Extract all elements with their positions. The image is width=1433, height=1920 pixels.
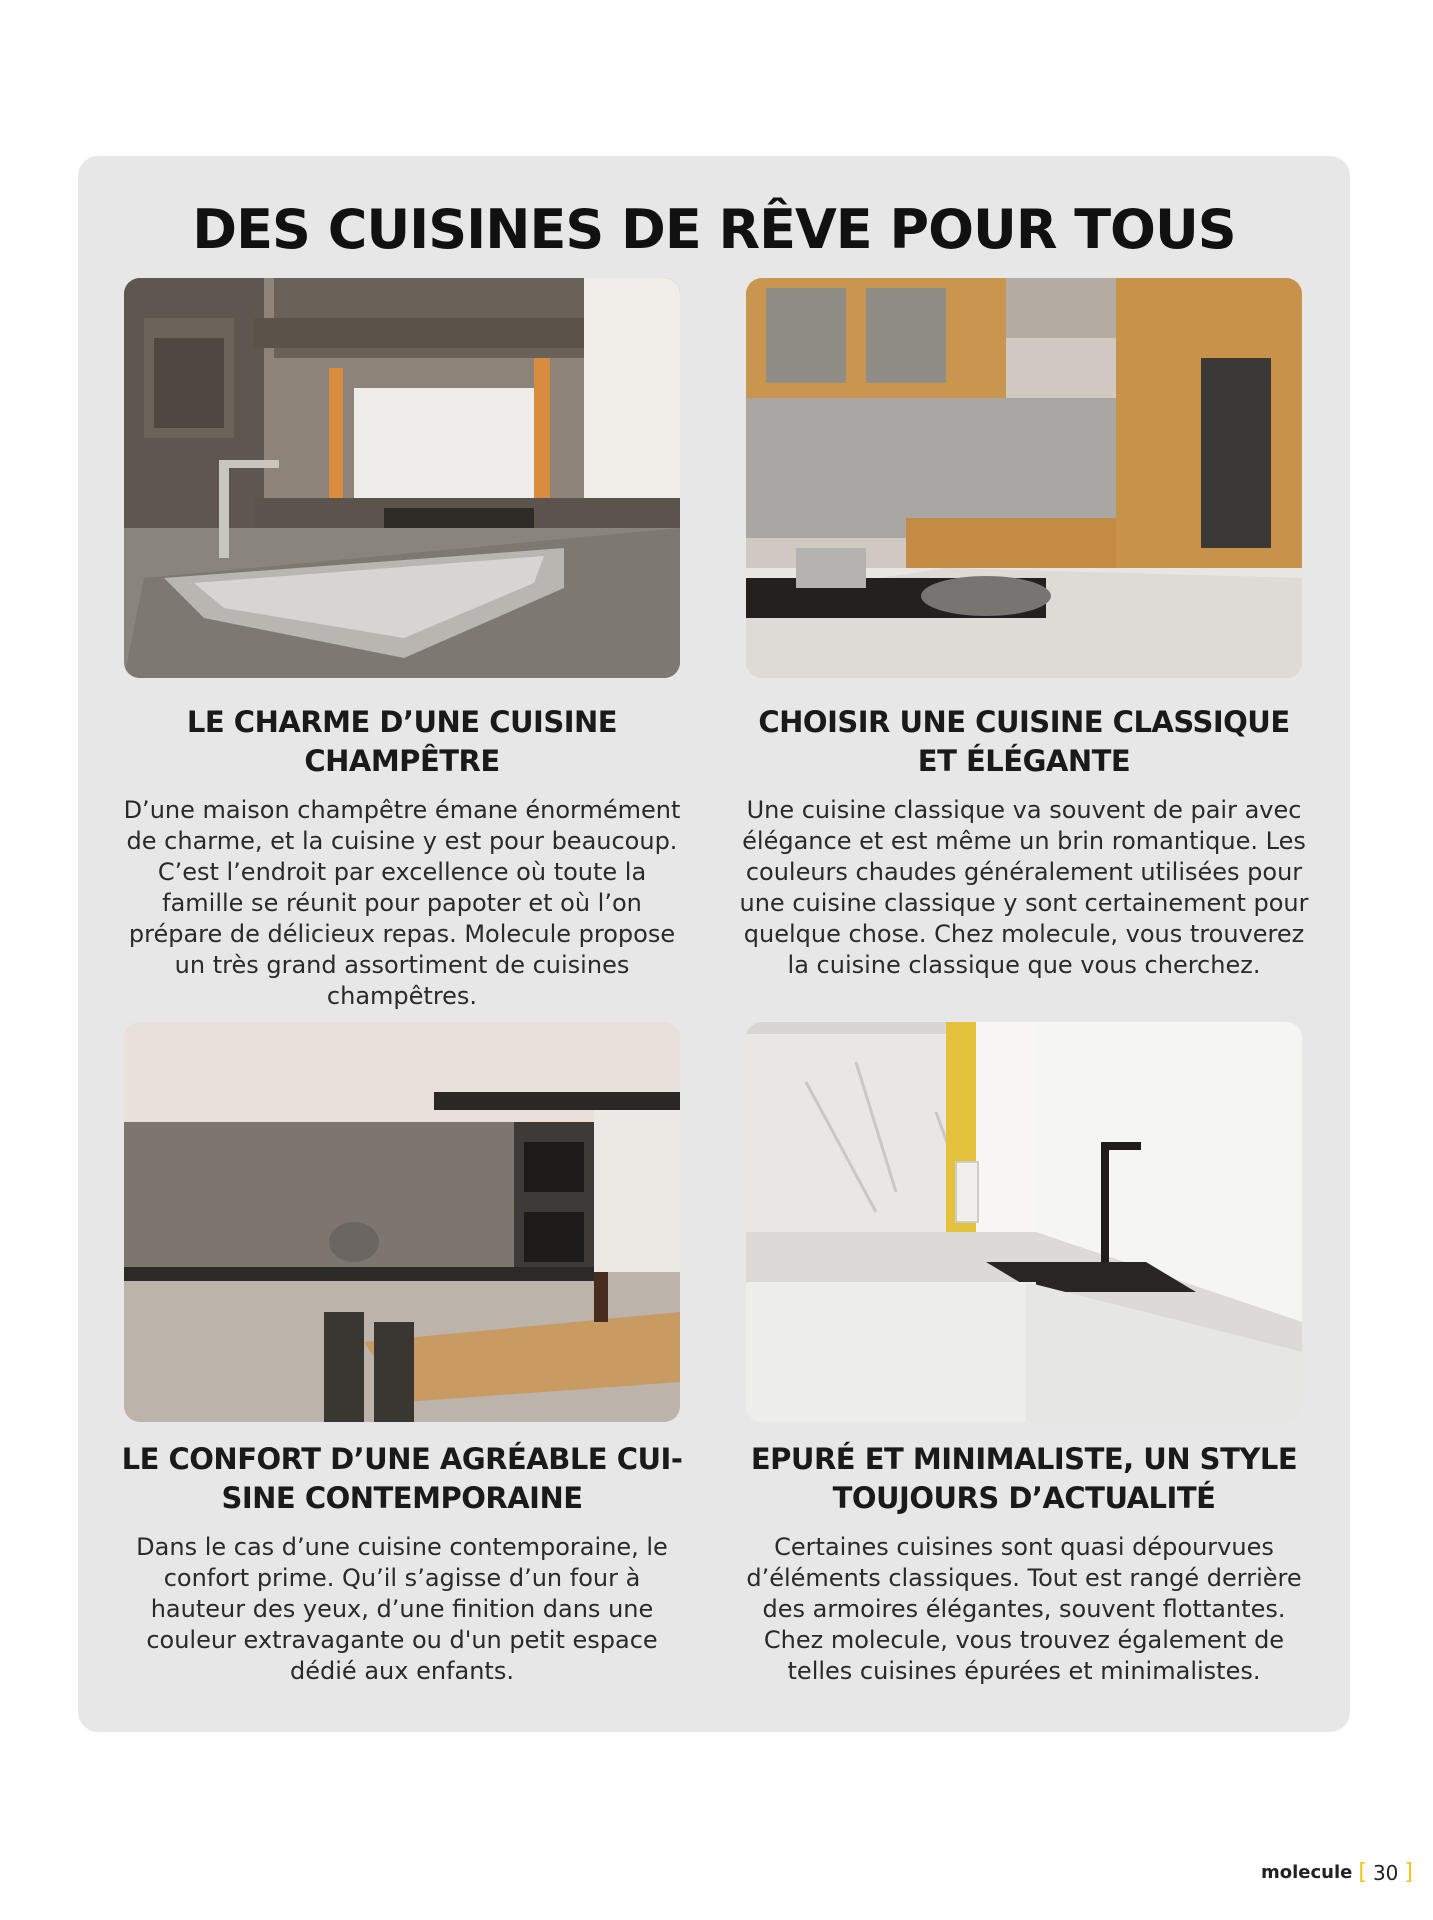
section-heading-country: LE CHARME D’UNE CUISINE CHAMPÊTRE — [186, 705, 618, 778]
bracket-close: ] — [1404, 1860, 1413, 1885]
page-number: 30 — [1372, 1860, 1399, 1885]
contemporary-kitchen-photo — [124, 1022, 680, 1422]
country-kitchen-photo — [124, 278, 680, 678]
page-title: DES CUISINES DE RÊVE POUR TOUS — [192, 198, 1236, 261]
section-body-minimalist: Certaines cuisines sont quasi dépourvues d’éléments classiques. Tout est rangé derrière des armoires élégantes, souvent flottantes. Chez molecule, vous trouvez également de telles cuisines épurées et minimalistes. — [746, 1533, 1302, 1685]
section-heading-classic: CHOISIR UNE CUISINE CLASSIQUE ET ÉLÉGANTE — [758, 705, 1290, 778]
section-body-country: D’une maison champêtre émane énormément de charme, et la cuisine y est pour beaucoup. C’est l’endroit par excellence où toute la famille se réunit pour papoter et où l’on prépare de délicieux repas. Molecule propose un très grand assortiment de cuisines champêtres. — [123, 796, 681, 1010]
section-body-classic: Une cuisine classique va souvent de pair avec élégance et est même un brin romantique. Les couleurs chaudes généralement utilisées pour une cuisine classique y sont certainement pour quelque chose. Chez molecule, vous trouverez la cuisine classique que vous cherchez. — [739, 796, 1309, 979]
page-footer — [1261, 1860, 1413, 1885]
bracket-open: [ — [1358, 1860, 1367, 1885]
section-heading-contemporary: LE CONFORT D’UNE AGRÉABLE CUI-SINE CONTEMPORAINE — [121, 1442, 683, 1515]
section-heading-minimalist: EPURÉ ET MINIMALISTE, UN STYLE TOUJOURS D’ACTUALITÉ — [750, 1442, 1298, 1515]
brand-name: molecule — [1260, 1862, 1353, 1883]
section-body-contemporary: Dans le cas d’une cuisine contemporaine, le confort prime. Qu’il s’agisse d’un four à hauteur des yeux, d’une finition dans une couleur extravagante ou d'un petit espace dédié aux enfants. — [136, 1533, 668, 1685]
classic-kitchen-photo — [746, 278, 1302, 678]
minimalist-kitchen-photo — [746, 1022, 1302, 1422]
